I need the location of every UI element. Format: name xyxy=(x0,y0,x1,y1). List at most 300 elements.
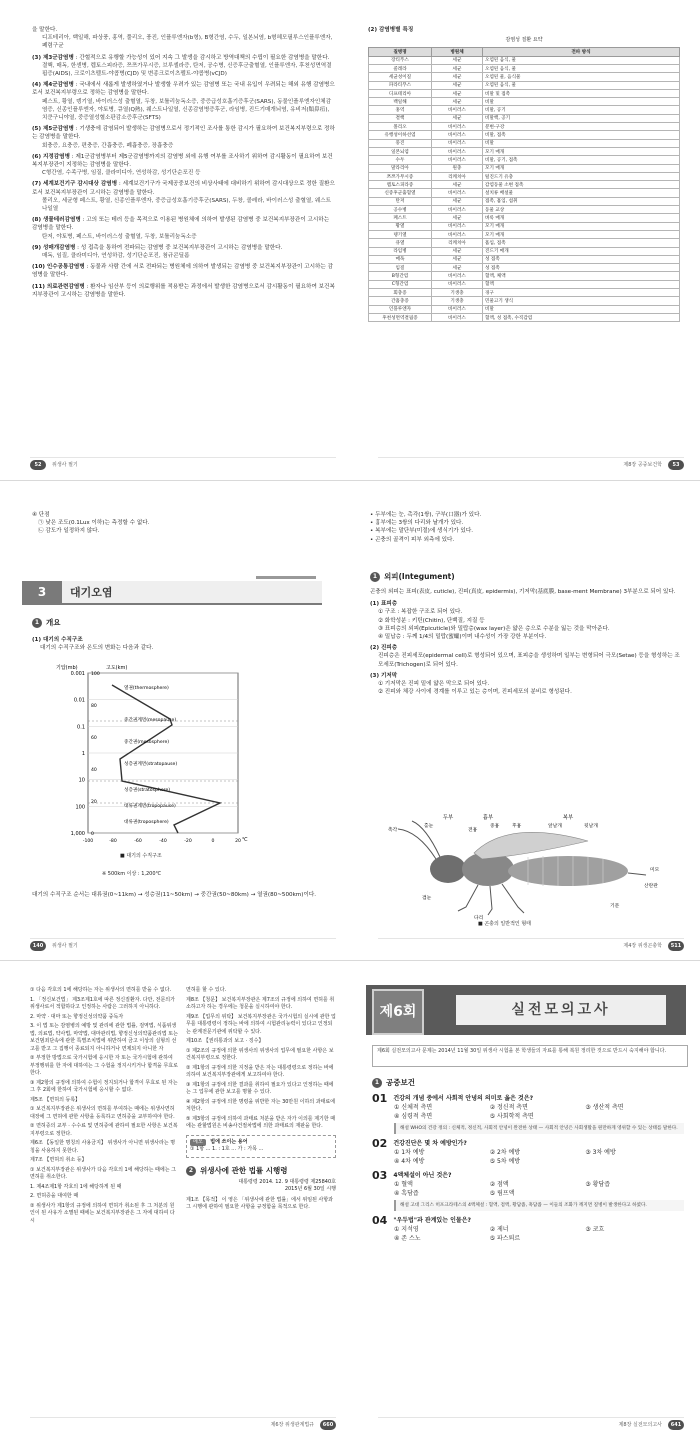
table-row xyxy=(369,230,680,238)
question-head xyxy=(372,1139,684,1148)
subsection-number: 1 xyxy=(32,618,42,628)
layer-label: 대류권계면(tropopause) xyxy=(124,804,176,809)
altitude-tick-label: 20 xyxy=(91,800,97,805)
question-head xyxy=(372,1094,684,1103)
item-line: ④ 밀납층 : 두께 1/4의 밀랍(蜜蠟)이며 내수성이 가장 강한 부분이다. xyxy=(378,634,547,641)
insect-part-label: 홑눈 xyxy=(424,824,434,829)
table-cell: 바이러스 xyxy=(432,313,483,321)
item-heading: (2) 진피층 xyxy=(370,645,398,652)
pressure-tick-label: 1,000 xyxy=(70,831,85,837)
table-cell: 혈액 xyxy=(483,280,680,288)
table-header-cell: 질병명 xyxy=(369,47,432,56)
page-disease-classification xyxy=(10,0,346,478)
classification-item: (8) 생물테러감염병 : 고의 또는 테러 등을 목적으로 이용된 병원체에 의하여 발생된 감염병 중 보건복지부장관이 고시하는 감염병을 말한다. 탄저, 야토병, 페스트, 바이러스성 출혈열, 두창, 보툴리눔독소증 xyxy=(32,216,336,241)
table-cell: 모기 매개 xyxy=(483,147,680,155)
law-line: 제6조 【동일한 명칭의 사용금지】 위생사가 아니면 위생사라는 명칭을 사용하지 못한다. xyxy=(30,1140,176,1154)
table-cell: 세균 xyxy=(432,65,483,73)
table-cell: 바이러스 xyxy=(432,123,483,131)
classification-item: (9) 성매개감염병 : 성 접촉을 통하여 전파되는 감염병 중 보건복지부장관이 고시하는 감염병을 말한다. 매독, 임질, 클라미디아, 연성하감, 성기단순포진, 첨규콘딜롬 xyxy=(32,244,336,260)
table-cell: 성 접촉 xyxy=(483,264,680,272)
intro-line: 을 말한다. xyxy=(32,27,58,33)
law-line: ① 보건복지부장관은 위생사가 다음 각호의 1에 해당하는 때에는 그 면허를 취소한다. xyxy=(30,1166,176,1180)
table-cell: 세균 xyxy=(432,255,483,263)
classification-item: (6) 지정감염병 : 제1군감염병부터 제5군감염병까지의 감염병 외에 유행 여부를 조사하기 위하여 감시활동이 필요하여 보건복지부장관이 지정하는 감염병을 말한다. C형간염, 수족구병, 임질, 클라미디아, 연성하감, 성기단순포진 등 xyxy=(32,153,336,178)
footer-title: 제8장 공중보건학 xyxy=(623,462,662,468)
table-cell: 혈액, 성 접촉, 수직감염 xyxy=(483,313,680,321)
banner-title: 실전모의고사 xyxy=(456,995,666,1025)
table-row xyxy=(369,239,680,247)
table-cell: 말라리아 xyxy=(369,164,432,172)
table-cell: B형간염 xyxy=(369,272,432,280)
table-cell: 세균 xyxy=(432,56,483,64)
law-line: 제8조 【청문】 보건복지부장관은 제7조의 규정에 의하여 면허를 취소하고자 하는 경우에는 청문을 실시하여야 한다. xyxy=(186,996,335,1010)
table-cell: 세균 xyxy=(432,114,483,122)
insect-diagram xyxy=(378,811,678,921)
question-item xyxy=(372,1216,684,1243)
item-body: 세계보건기구가 국제공중보건의 비상사태에 대비하기 위하여 감시대상으로 정한 질환으로서 보건복지부장관이 고시하는 감염병을 말한다. xyxy=(32,181,335,196)
table-cell: 흡입, 접촉 xyxy=(483,239,680,247)
page-disease-table xyxy=(358,0,694,478)
table-cell: 세균 xyxy=(432,73,483,81)
question-number: 01 xyxy=(372,1092,388,1105)
subsection-heading xyxy=(370,571,684,582)
table-cell: 리케치아 xyxy=(432,172,483,180)
table-row xyxy=(369,106,680,114)
insect-part-label: 미모 xyxy=(650,868,660,873)
answer-option: ② 정신적 측면 xyxy=(489,1104,528,1111)
table-cell: 혈액, 체액 xyxy=(483,272,680,280)
item-heading: (10) 인수공통감염병 xyxy=(32,264,85,271)
table-row xyxy=(369,98,680,106)
table-cell: 세균 xyxy=(432,98,483,106)
temperature-tick-label: -100 xyxy=(82,839,94,844)
altitude-tick-label: 80 xyxy=(91,704,97,709)
table-cell: 모기 매개 xyxy=(483,164,680,172)
temperature-tick-label: -60 xyxy=(134,839,142,844)
table-cell: 감염동물 소변 접촉 xyxy=(483,181,680,189)
table-cell: 모기 매개 xyxy=(483,230,680,238)
question-item xyxy=(372,1094,684,1134)
section-title: 대기오염 xyxy=(70,586,113,599)
page-footer xyxy=(378,938,684,953)
table-cell: 세균 xyxy=(432,264,483,272)
exam-notice: 제6회 실전모의고사 문제는 2014년 11월 30일 위생사 시험을 본 학생들의 자료를 통해 복원 정리한 것으로 반드시 숙지해야 합니다. xyxy=(372,1045,688,1067)
table-cell: 비말, 접촉 xyxy=(483,131,680,139)
law-line: ④ 제2항의 규정에 의한 명령을 위반한 자는 30만원 이하의 과태료에 처한다. xyxy=(186,1098,336,1112)
law-line: ① 보건복지부장관은 위생사의 면허를 부여하는 때에는 위생사면허대장에 그 면허에 관한 사항을 등록하고 면허증을 교부하여야 한다. xyxy=(30,1106,175,1120)
law-line: 면허를 할 수 있다. xyxy=(186,987,227,993)
law-line: 2. 면허증을 대여한 때 xyxy=(30,1193,79,1199)
law-line: ① 제2조의 규정에 의한 위생사의 위생사의 업무에 필요한 사항은 보건복지부령으로 정한다. xyxy=(186,1047,334,1061)
table-row xyxy=(369,114,680,122)
table-cell: 간흡충증 xyxy=(369,297,432,305)
insect-part-label: 다리 xyxy=(474,916,484,921)
page-number: 140 xyxy=(30,941,46,951)
insect-part-label: 후흉 xyxy=(512,824,522,829)
table-cell: 비말 xyxy=(483,305,680,313)
law-line: 제10조 【권리통과의 보고 · 징수】 xyxy=(186,1038,264,1044)
table-row xyxy=(369,264,680,272)
table-cell: 파라티푸스 xyxy=(369,81,432,89)
table-cell: 회충증 xyxy=(369,289,432,297)
intro-example: 디프테리아, 백일해, 파상풍, 홍역, 풀리오, 풍진, 인플루엔자(b형), B형간염, 수두, 일본뇌염, b형헤모필루스인플루엔자, 폐렴구균 xyxy=(42,35,333,50)
classification-item: (3) 제3군감염병 : 간헐적으로 유행할 가능성이 있어 지속 그 발생을 감시하고 방역대책의 수립이 필요한 감염병을 말한다. 결핵, 매독, 한센병, 렙토스피라증, 쯔쯔가무시증, 브루셀라증, 탄저, 공수병, 신증후군출혈열, 인플루엔자, 후천성면역결핍증(AIDS), 크로이츠펠트-야콥병(CJD) 및 변종크로이츠펠트-야콥병(vCJD) xyxy=(32,54,336,79)
table-row xyxy=(369,255,680,263)
table-cell: 디프테리아 xyxy=(369,89,432,97)
table-row xyxy=(369,289,680,297)
memo-text: 법에 쓰이는 용어 xyxy=(210,1138,248,1145)
page-number: 511 xyxy=(668,941,684,951)
table-cell: 오염된 음식, 물 xyxy=(483,81,680,89)
insect-part-label: 산란관 xyxy=(644,884,658,889)
table-cell: 장티푸스 xyxy=(369,56,432,64)
table-cell: 풍진 xyxy=(369,139,432,147)
item-heading: (1) 표피층 xyxy=(370,601,398,608)
body-part-label: 복부 xyxy=(562,815,574,821)
item-heading: (6) 지정감염병 xyxy=(32,153,70,160)
answer-options xyxy=(372,1180,684,1198)
insect-part-label: 뒷날개 xyxy=(584,824,598,829)
item-body: 간헐적으로 유행할 가능성이 있어 지속 그 발생을 감시하고 방역대책의 수립이 필요한 감염병을 말한다. xyxy=(79,54,330,61)
table-cell: 바이러스 xyxy=(432,189,483,197)
insect-caption-text: 곤충의 일반적인 형태 xyxy=(484,921,531,927)
table-cell: 큐열 xyxy=(369,239,432,247)
table-row xyxy=(369,73,680,81)
table-cell: 신증후군출혈열 xyxy=(369,189,432,197)
page-number: 641 xyxy=(668,1420,684,1430)
body-part-label: 두부 xyxy=(442,815,454,821)
law-line: 3. 이 법 또는 감염병의 예방 및 관리에 관한 법률, 검역법, 식품위생법, 의료법, 약사법, 마약법, 대마관리법, 향정신성의약품관리법 또는 보건범죄단속에 관한 특별조치법에 위반하여 금고 이상의 실형의 선고를 받고 그 집행이 종료되지 아니하거나 면제되지 아니한 자 xyxy=(30,1023,178,1052)
body-part-label: 흉부 xyxy=(482,815,494,821)
answer-option: ③ 생산적 측면 xyxy=(585,1104,624,1111)
table-cell: 동물 교상 xyxy=(483,206,680,214)
table-cell: C형간염 xyxy=(369,280,432,288)
subsection-heading xyxy=(186,1166,336,1176)
table-row xyxy=(369,313,680,321)
answer-option: ② 점액 xyxy=(489,1181,509,1188)
table-row xyxy=(369,189,680,197)
table-header-cell: 전파 방식 xyxy=(483,47,680,56)
table-row xyxy=(369,89,680,97)
text-line: ④ 단점 xyxy=(32,512,50,518)
insect-abdomen xyxy=(508,856,628,886)
table-cell: 털진드기 유충 xyxy=(483,172,680,180)
table-row xyxy=(369,164,680,172)
law-line: ⑤ 제3항의 규정에 의하여 과태료 처분을 받은 자가 이의를 제기한 때에는 관할법원은 비송사건절차법에 의한 과태료의 재판을 한다. xyxy=(186,1115,336,1129)
temperature-tick-label: -20 xyxy=(184,839,192,844)
item-heading: (3) 기저막 xyxy=(370,672,398,679)
table-cell: 바이러스 xyxy=(432,230,483,238)
table-cell: 기생충 xyxy=(432,289,483,297)
law-line: 1. 「정신보건법」 제3조제1호에 따른 정신질환자. 다만, 전문의가 위생사로서 적합하다고 인정하는 사람은 그러하지 아니하다. xyxy=(30,996,175,1010)
question-text: 4액체설이 아닌 것은? xyxy=(393,1172,452,1179)
intro-text: 곤충의 외피는 표피(表皮, cuticle), 진피(真皮, epidermis), 기저막(基底膜, base-ment Membrane) 3부분으로 되어 있다. xyxy=(370,589,676,595)
table-cell: 바이러스 xyxy=(432,305,483,313)
table-row xyxy=(369,139,680,147)
table-cell: 비말 및 접촉 xyxy=(483,89,680,97)
temperature-tick-label: -40 xyxy=(159,839,167,844)
law-line: ① 다음 각호의 1에 해당하는 자는 위생사의 면허를 받을 수 없다. xyxy=(30,987,172,993)
page-insect-integument xyxy=(358,481,694,959)
subsection-title: 개요 xyxy=(46,618,61,627)
pressure-tick-label: 0.001 xyxy=(70,671,85,677)
table-cell: 임질 xyxy=(369,264,432,272)
answer-explanation: 해설 WHO의 건강 정의 : 신체적, 정신적, 사회적 안녕이 완전한 상태 — 사회적 안녕은 사회생활을 원만하게 영위할 수 있는 상태를 말한다. xyxy=(394,1123,684,1134)
table-cell: 오염된 음식, 물 xyxy=(483,65,680,73)
law-line: 제9조 【업무의 위탁】 보건복지부장관은 국가시험의 실시에 관한 업무를 대통령령이 정하는 바에 의하여 시험관리능력이 있다고 인정되는 관계전문기관에 위탁할 수 있다. xyxy=(186,1013,336,1035)
question-text: 건강진단은 몇 차 예방인가? xyxy=(393,1140,467,1147)
footer-title: 위생사 필기 xyxy=(52,943,78,949)
page-number: 53 xyxy=(668,460,684,470)
table-row xyxy=(369,172,680,180)
item-line: ③ 표피층의 외피(Epicuticle)와 밀랍층(wax layer)은 얇은 층으로 수분을 잃는 것을 막아준다. xyxy=(378,625,610,632)
spread-infectious-disease xyxy=(0,0,700,478)
answer-option: ④ 심령적 측면 xyxy=(394,1113,433,1120)
item-example: C형간염, 수족구병, 임질, 클라미디아, 연성하감, 성기단순포진 등 xyxy=(42,170,201,177)
bullet-item: • 흉부에는 3쌍의 다리와 날개가 있다. xyxy=(370,520,464,527)
item-line: ① 구조 : 복잡한 구조로 되어 있다. xyxy=(378,609,463,616)
page-air-pollution xyxy=(10,481,346,959)
table-cell: 기생충 xyxy=(432,297,483,305)
item-example: 결핵, 매독, 한센병, 렙토스피라증, 쯔쯔가무시증, 브루셀라증, 탄저, 공수병, 신증후군출혈열, 인플루엔자, 후천성면역결핍증(AIDS), 크로이츠펠트-야콥병(CJD) 및 변종크로이츠펠트-야콥병(vCJD) xyxy=(42,62,332,78)
table-cell: 비말핵, 공기 xyxy=(483,114,680,122)
footer-title: 제4장 위생곤충학 xyxy=(623,943,662,949)
item-line: 진피층은 진피세포(epidermal cell)로 형성되어 있으며, 표피층을 생성하며 일부는 변형되어 극모(Setae) 등을 형성하는 조모세포(Trichogen)로 되어 있다. xyxy=(378,653,680,668)
memo-box xyxy=(186,1135,336,1158)
section-heading: (2) 감염병별 특징 xyxy=(368,27,414,33)
chart-caption: ■ 대기의 수직구조 xyxy=(120,853,162,859)
item-heading: (3) 제3군감염병 xyxy=(32,54,74,61)
subsection-number: 1 xyxy=(372,1078,382,1088)
disease-class-list xyxy=(32,26,336,302)
header-decoration xyxy=(256,576,316,579)
table-cell: 결핵 xyxy=(369,114,432,122)
integument-items xyxy=(370,600,684,696)
subsection-title: 외피(Integument) xyxy=(384,572,455,581)
layer-label: 중간권(mesosphere) xyxy=(124,740,170,745)
disease-table-block xyxy=(368,26,680,322)
answer-option: ② 제너 xyxy=(489,1226,509,1233)
table-cell: 모기 매개 xyxy=(483,222,680,230)
pressure-tick-label: 10 xyxy=(78,777,85,784)
answer-option: ④ 존 스노 xyxy=(394,1235,421,1242)
table-row xyxy=(369,206,680,214)
left-axis-label: 기압(mb) xyxy=(56,665,78,671)
table-cell: 바이러스 xyxy=(432,106,483,114)
table-row xyxy=(369,214,680,222)
table-cell: 접촉, 흡입, 섭취 xyxy=(483,197,680,205)
layer-label: 중간권계면(mesopause) xyxy=(124,718,177,723)
pressure-tick-label: 0.01 xyxy=(73,697,85,704)
page-footer xyxy=(378,1417,684,1432)
table-cell: 탄저 xyxy=(369,197,432,205)
classification-items xyxy=(32,54,336,299)
classification-item: (4) 제4군감염병 : 국내에서 새롭게 발생하였거나 발생할 우려가 있는 감염병 또는 국내 유입이 우려되는 해외 유행 감염병으로서 보건복지부령으로 정하는 감염병을 말한다. 페스트, 황열, 뎅기열, 바이러스성 출혈열, 두창, 보툴리눔독소증, 중증급성호흡기증후군(SARS), 동물인플루엔자인체감염증, 신종인플루엔자, 야토병, 큐열(Q熱), 웨스트나일열, 신종감염병증후군, 라임병, 진드기매개뇌염, 유비저(類鼻疽), 치쿤구니야열, 중증열성혈소판감소증후군(SFTS) xyxy=(32,82,335,122)
table-cell: 바이러스 xyxy=(432,156,483,164)
answer-option: ③ 코흐 xyxy=(585,1226,605,1233)
item-example: 페스트, 황열, 뎅기열, 바이러스성 출혈열, 두창, 보툴리눔독소증, 중증급성호흡기증후군(SARS), 동물인플루엔자인체감염증, 신종인플루엔자, 야토병, 큐열(Q熱), 웨스트나일열, 신종감염병증후군, 라임병, 진드기매개뇌염, 유비저(類鼻疽), 치쿤구니야열, 중증열성혈소판감소증후군(SFTS) xyxy=(42,98,332,122)
overview-block xyxy=(32,617,336,652)
classification-item: (10) 인수공통감염병 : 동물과 사람 간에 서로 전파되는 병원체에 의하여 발생되는 감염병 중 보건복지부장관이 고시하는 감염병을 말한다. xyxy=(32,264,334,279)
layer-label: 성층권계면(stratopause) xyxy=(124,762,178,767)
questions-block xyxy=(372,1077,684,1248)
table-cell: 세균 xyxy=(432,81,483,89)
table-cell: 쯔쯔가무시증 xyxy=(369,172,432,180)
table-row xyxy=(369,123,680,131)
item-example: 탄저, 야토병, 페스트, 바이러스성 출혈열, 두창, 보툴리눔독소증 xyxy=(42,233,197,240)
insect-caption: ■ 곤충의 일반적인 형태 xyxy=(478,921,531,927)
answer-option: ② 2차 예방 xyxy=(489,1149,521,1156)
integument-block xyxy=(370,571,684,699)
question-number: 03 xyxy=(372,1169,388,1182)
temp-unit: ℃ xyxy=(242,837,248,843)
answer-option: ⑤ 파스퇴르 xyxy=(489,1235,521,1242)
subsection-title: 위생사에 관한 법률 시행령 xyxy=(200,1165,288,1175)
item-body: 환자나 임산부 등이 의료행위를 적용받는 과정에서 발생한 감염병으로서 감시활동이 필요하여 보건복지부장관이 고시하는 감염병을 말한다. xyxy=(32,283,335,298)
law-column-2-text xyxy=(186,987,336,1131)
table-cell: 공수병 xyxy=(369,206,432,214)
table-cell: 바이러스 xyxy=(432,131,483,139)
memo-sub: ① 1항 ... 1. : 1호 ... 가 : 가목 ... xyxy=(190,1146,264,1152)
item-body: 성 접촉을 통하여 전파되는 감염병 중 보건복지부장관이 고시하는 감염병을 말한다. xyxy=(80,244,283,251)
layer-label: 성층권(stratosphere) xyxy=(124,788,171,793)
table-cell: 세균성이질 xyxy=(369,73,432,81)
subsection-title: 공중보건 xyxy=(386,1078,415,1087)
item-body: 기생충에 감염되어 발생하는 감염병으로서 정기적인 조사를 통한 감시가 필요하여 보건복지부령으로 정하는 감염병을 말한다. xyxy=(32,126,335,141)
table-cell: 리케치아 xyxy=(432,239,483,247)
subsection-heading xyxy=(32,617,336,628)
table-header-cell: 병원체 xyxy=(432,47,483,56)
question-list xyxy=(372,1094,684,1243)
answer-option: ⑤ 5차 예방 xyxy=(489,1158,521,1165)
table-cell: 후천성면역결핍증 xyxy=(369,313,432,321)
table-cell: 분변-구강 xyxy=(483,123,680,131)
altitude-tick-label: 40 xyxy=(91,768,97,773)
page-number: 660 xyxy=(320,1420,336,1430)
table-row xyxy=(369,272,680,280)
table-cell: 일본뇌염 xyxy=(369,147,432,155)
spread-air-pollution-insects xyxy=(0,480,700,959)
altitude-tick-label: 100 xyxy=(91,672,100,677)
answer-explanation: 해설 고대 그리스 히포크라테스의 4액체설 : 혈액, 점액, 황담즙, 흑담즙 — 이들의 조화가 깨지면 질병이 발생한다고 하였다. xyxy=(394,1200,684,1211)
article-1: 제1조 【목적】 이 영은 「위생사에 관한 법률」에서 위임된 사항과 그 시행에 관하여 필요한 사항을 규정함을 목적으로 한다. xyxy=(186,1196,333,1210)
table-cell: 홍역 xyxy=(369,106,432,114)
table-cell: 세균 xyxy=(432,197,483,205)
item-text: 대기의 수직구조와 온도의 변화는 다음과 같다. xyxy=(40,645,154,652)
table-cell: 설치류 배설물 xyxy=(483,189,680,197)
table-row xyxy=(369,131,680,139)
item-body: 동물과 사람 간에 서로 전파되는 병원체에 의하여 발생되는 감염병 중 보건복지부장관이 고시하는 감염병을 말한다. xyxy=(32,264,334,279)
question-number: 04 xyxy=(372,1214,388,1227)
page-mock-exam xyxy=(358,961,694,1438)
item-heading: (9) 성매개감염병 xyxy=(32,244,76,251)
insect-wing xyxy=(474,832,588,859)
table-row xyxy=(369,280,680,288)
atmosphere-chart xyxy=(50,661,280,871)
layer-label: 대류권(troposphere) xyxy=(124,820,169,825)
table-cell: 바이러스 xyxy=(432,280,483,288)
classification-item: (7) 세계보건기구 감시대상 감염병 : 세계보건기구가 국제공중보건의 비상사태에 대비하기 위하여 감시대상으로 정한 질환으로서 보건복지부장관이 고시하는 감염병을 말한다. 폴리오, 세균형 페스트, 황열, 신종인플루엔자, 중증급성호흡기증후군(SARS), 두창, 콜레라, 바이러스성 출혈열, 웨스트나일열 xyxy=(32,181,335,213)
temperature-tick-label: 20 xyxy=(235,839,241,844)
table-row xyxy=(369,181,680,189)
right-axis-label: 고도(km) xyxy=(106,665,128,671)
text-line: ㉡ 감도가 일정하지 않다. xyxy=(38,528,100,535)
item-example: 폴리오, 세균형 페스트, 황열, 신종인플루엔자, 중증급성호흡기증후군(SARS), 두창, 콜레라, 바이러스성 출혈열, 웨스트나일열 xyxy=(42,197,332,213)
table-row xyxy=(369,197,680,205)
pressure-tick-label: 0.1 xyxy=(77,724,85,731)
table-cell: 벼룩 매개 xyxy=(483,214,680,222)
table-cell: 페스트 xyxy=(369,214,432,222)
answer-option: ⑤ 림프액 xyxy=(489,1190,515,1197)
insect-part-label: 기문 xyxy=(610,904,620,909)
insect-part-label: 중흉 xyxy=(490,824,500,829)
table-cell: 라임병 xyxy=(369,247,432,255)
question-item xyxy=(372,1171,684,1211)
bullet-item: • 곤충의 골격이 피부 외측에 있다. xyxy=(370,536,455,543)
table-cell: 경구 xyxy=(483,289,680,297)
chart-caption-text: 대기의 수직구조 xyxy=(126,853,162,859)
insect-part-label: 앞날개 xyxy=(548,824,562,829)
question-head xyxy=(372,1216,684,1225)
page-number: 52 xyxy=(30,460,46,470)
answer-options xyxy=(372,1225,684,1243)
table-cell: 인플루엔자 xyxy=(369,305,432,313)
law-info-line: 2015년 6월 30일 시행 xyxy=(284,1186,336,1192)
item-heading: (8) 생물테러감염병 xyxy=(32,217,81,224)
answer-option: ④ 4차 예방 xyxy=(394,1158,425,1165)
question-item xyxy=(372,1139,684,1166)
answer-option: ⑤ 사회학적 측면 xyxy=(489,1113,534,1120)
answer-option: ③ 황담즙 xyxy=(585,1181,611,1188)
law-line: ② 면허증의 교부 · 수수료 및 면허증에 관하여 필요한 사항은 보건복지부령으로 정한다. xyxy=(30,1123,178,1137)
pressure-tick-label: 100 xyxy=(75,804,85,811)
item-example: 회충증, 요충증, 편충증, 간흡충증, 폐흡충증, 장흡충증 xyxy=(42,142,174,149)
law-info xyxy=(186,1179,336,1194)
table-cell: 백일해 xyxy=(369,98,432,106)
text-line: ㉠ 낮은 조도(0.1Lux 이하)는 측정할 수 없다. xyxy=(38,520,150,527)
bullet-list xyxy=(370,511,684,544)
altitude-tick-label: 0 xyxy=(91,832,94,837)
question-head xyxy=(372,1171,684,1180)
item-heading: (7) 세계보건기구 감시대상 감염병 xyxy=(32,181,118,188)
answer-option: ① 혈액 xyxy=(394,1181,413,1188)
law-line: ② 제1항의 규정에 의한 지정을 받은 자는 대통령령으로 정하는 바에 의하여 보건복지부장관에게 보고하여야 한다. xyxy=(186,1064,334,1078)
table-cell: 바이러스 xyxy=(432,222,483,230)
table-cell: 비말, 공기, 접촉 xyxy=(483,156,680,164)
item-line: ① 기저막은 진피 밑에 얇은 막으로 되어 있다. xyxy=(378,681,490,688)
classification-item: (11) 의료관련감염병 : 환자나 임산부 등이 의료행위를 적용받는 과정에서 발생한 감염병으로서 감시활동이 필요하여 보건복지부장관이 고시하는 감염병을 말한다. xyxy=(32,283,335,298)
table-cell: 민물고기 생식 xyxy=(483,297,680,305)
table-cell: 뎅기열 xyxy=(369,230,432,238)
table-title: 감염성 질환 요약 xyxy=(505,37,543,44)
item-line: ② 진피와 체강 사이에 경계를 이루고 있는 층이며, 진피세포의 분비로 형성된다. xyxy=(378,689,572,696)
pressure-tick-label: 1 xyxy=(81,751,85,757)
temperature-tick-label: 0 xyxy=(211,839,215,844)
insect-head xyxy=(430,855,466,883)
table-row xyxy=(369,247,680,255)
table-cell: 오염된 음식, 물 xyxy=(483,56,680,64)
table-cell: 렙토스피라증 xyxy=(369,181,432,189)
law-line: 1. 제4조제1항 각호의 1에 해당하게 된 때 xyxy=(30,1183,122,1190)
integument-item xyxy=(370,672,684,697)
law-line: ③ 제2항의 규정에 의하여 수험이 정지되거나 합격이 무효로 된 자는 그 후 2회에 한하여 국가시험에 응시할 수 없다. xyxy=(30,1079,178,1093)
integument-item xyxy=(370,600,684,641)
item-example: 매독, 임질, 클라미디아, 연성하감, 성기단순포진, 첨규콘딜롬 xyxy=(42,253,190,260)
item-body: 국내에서 새롭게 발생하였거나 발생할 우려가 있는 감염병 또는 국내 유입이 우려되는 해외 유행 감염병으로서 보건복지부령으로 정하는 감염병을 말한다. xyxy=(32,82,335,97)
table-row xyxy=(369,56,680,64)
table-cell: 바이러스 xyxy=(432,272,483,280)
integument-item xyxy=(370,644,684,669)
